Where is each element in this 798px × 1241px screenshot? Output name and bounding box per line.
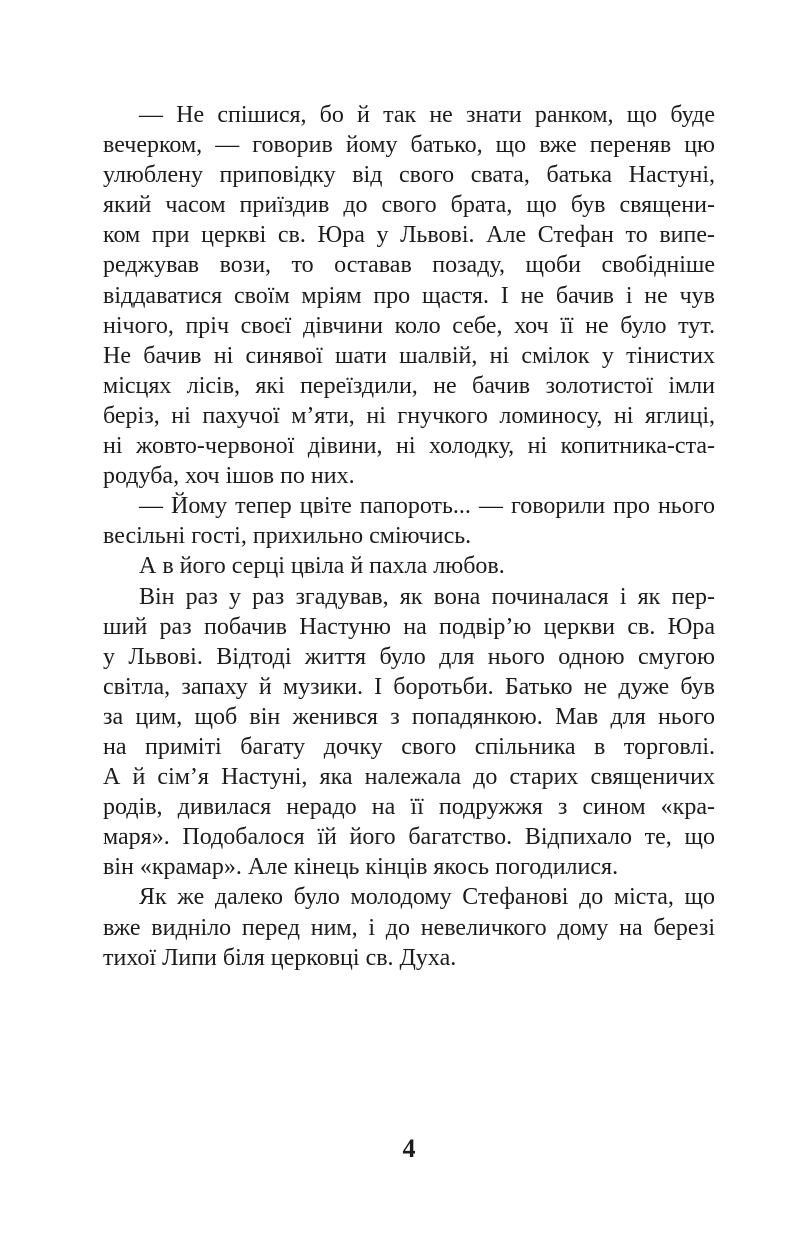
text-line: улюблену приповідку від свого свата, батька Настуні,: [103, 162, 715, 189]
text-line: на приміті багату дочку свого спільника в торговлі.: [103, 733, 715, 760]
text-line: за цим, щоб він женився з попадянкою. Мав для нього: [103, 703, 715, 730]
text-line: ший раз побачив Настуню на подвір’ю церкви св. Юра: [103, 613, 715, 640]
text-line: вже видніло перед ним, і до невеличкого дому на березі: [103, 914, 715, 941]
text-line: Він раз у раз згадував, як вона починалася і як пер-: [139, 583, 715, 610]
text-line: він «крамар». Але кінець кінців якось погодилися.: [103, 854, 619, 881]
text-line: у Львові. Відтоді життя було для нього одною смугою: [103, 643, 715, 670]
text-line: віддаватися своїм мріям про щастя. І не бачив і не чув: [103, 282, 715, 309]
text-line: родуба, хоч ішов по них.: [103, 463, 355, 490]
text-line: реджував вози, то оставав позаду, щоби свобідніше: [103, 252, 715, 279]
paragraph: [103, 491, 715, 551]
paragraph: [103, 582, 715, 883]
text-line: нічого, пріч своєї дівчини коло себе, хоч її не було тут.: [103, 312, 715, 339]
page-number: 4: [402, 1134, 416, 1163]
text-line: весільні гості, прихильно сміючись.: [103, 523, 472, 550]
text-line: місцях лісів, які переїздили, не бачив золотистої імли: [103, 372, 715, 399]
text-line: світла, запаху й музики. І боротьби. Батько не дуже був: [103, 673, 715, 700]
text-line: — Не спішися, бо й так не знати ранком, що буде: [139, 102, 715, 128]
text-line: — Йому тепер цвіте папороть... — говорили про нього: [139, 493, 715, 520]
paragraph: [103, 882, 715, 972]
text-line: беріз, ні пахучої м’яти, ні гнучкого ломиносу, ні яглиці,: [103, 402, 715, 429]
text-line: Не бачив ні синявої шати шалвій, ні смілок у тінистих: [103, 342, 715, 369]
text-line: маря». Подобалося їй його багатство. Відпихало те, що: [103, 824, 715, 851]
text-line: А в його серці цвіла й пахла любов.: [139, 553, 505, 580]
text-line: який часом приїздив до свого брата, що був священи-: [103, 192, 715, 219]
text-line: вечерком, — говорив йому батько, що вже переняв цю: [103, 132, 715, 159]
text-line: ком при церкві св. Юра у Львові. Але Стефан то випе-: [103, 222, 715, 249]
text-line: Як же далеко було молодому Стефанові до міста, що: [139, 884, 715, 911]
page-text: [103, 100, 715, 973]
text-line: тихої Липи біля церковці св. Духа.: [103, 944, 457, 971]
text-line: А й сім’я Настуні, яка належала до старих священичих: [103, 764, 715, 791]
paragraph: [103, 100, 715, 491]
text-line: родів, дивилася нерадо на її подружжя з сином «кра-: [103, 794, 715, 821]
text-line: ні жовто-червоної дівини, ні холодку, ні копитника-ста-: [103, 433, 715, 460]
paragraph: [103, 551, 715, 581]
